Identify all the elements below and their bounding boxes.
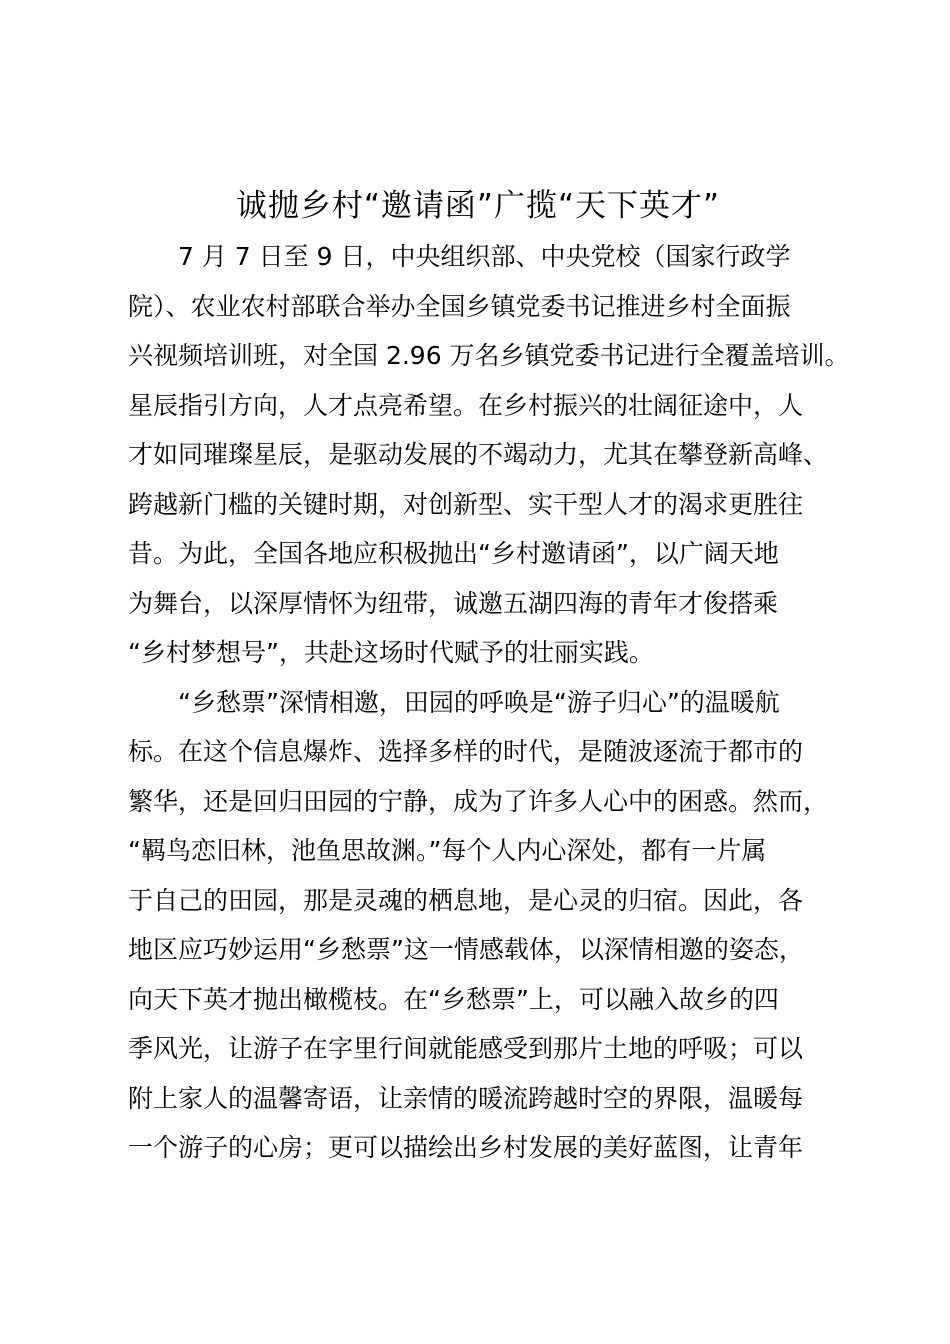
- document-title: 诚抛乡村“邀请函”广揽“天下英才”: [235, 188, 721, 224]
- paragraph-line: 昔。为此，全国各地应积极抛出“乡村邀请函”，以广阔天地: [128, 539, 779, 568]
- paragraph-line: 为舞台，以深厚情怀为纽带，诚邀五湖四海的青年才俊搭乘: [128, 588, 779, 618]
- paragraph-line: 繁华，还是回归田园的宁静，成为了许多人心中的困惑。然而，: [128, 786, 829, 816]
- document-body: [128, 232, 850, 1173]
- paragraph-line: 附上家人的温馨寄语，让亲情的暖流跨越时空的界限，温暖每: [128, 1083, 804, 1113]
- paragraph-line: “乡愁票”深情相邀，田园的呼唤是“游子归心”的温暖航: [178, 687, 780, 717]
- paragraph-line: 才如同璀璨星辰，是驱动发展的不竭动力，尤其在攀登新高峰、: [128, 440, 829, 469]
- paragraph-line: 季风光，让游子在字里行间就能感受到那片土地的呼吸；可以: [128, 1034, 804, 1063]
- paragraph-line: 一个游子的心房；更可以描绘出乡村发展的美好蓝图，让青年: [128, 1133, 804, 1162]
- paragraph-line: 兴视频培训班，对全国 2.96 万名乡镇党委书记进行全覆盖培训。: [128, 341, 850, 370]
- paragraph-line: “羁鸟恋旧林，池鱼思故渊。”每个人内心深处，都有一片属: [128, 836, 767, 865]
- paragraph-line: 跨越新门槛的关键时期，对创新型、实干型人才的渴求更胜往: [128, 489, 804, 519]
- paragraph-line: 7 月 7 日至 9 日，中央组织部、中央党校（国家行政学: [178, 242, 791, 271]
- paragraph-line: “乡村梦想号”，共赴这场时代赋予的壮丽实践。: [128, 638, 654, 667]
- paragraph-line: 于自己的田园，那是灵魂的栖息地，是心灵的归宿。因此，各: [128, 885, 804, 915]
- paragraph-line: 院）、农业农村部联合举办全国乡镇党委书记推进乡村全面振: [128, 291, 791, 321]
- paragraph-line: 标。在这个信息爆炸、选择多样的时代，是随波逐流于都市的: [128, 737, 804, 766]
- paragraph-line: 星辰指引方向，人才点亮希望。在乡村振兴的壮阔征途中，人: [128, 390, 804, 420]
- paragraph-line: 向天下英才抛出橄榄枝。在“乡愁票”上，可以融入故乡的四: [128, 984, 779, 1014]
- paragraph-line: 地区应巧妙运用“乡愁票”这一情感载体，以深情相邀的姿态，: [128, 935, 804, 964]
